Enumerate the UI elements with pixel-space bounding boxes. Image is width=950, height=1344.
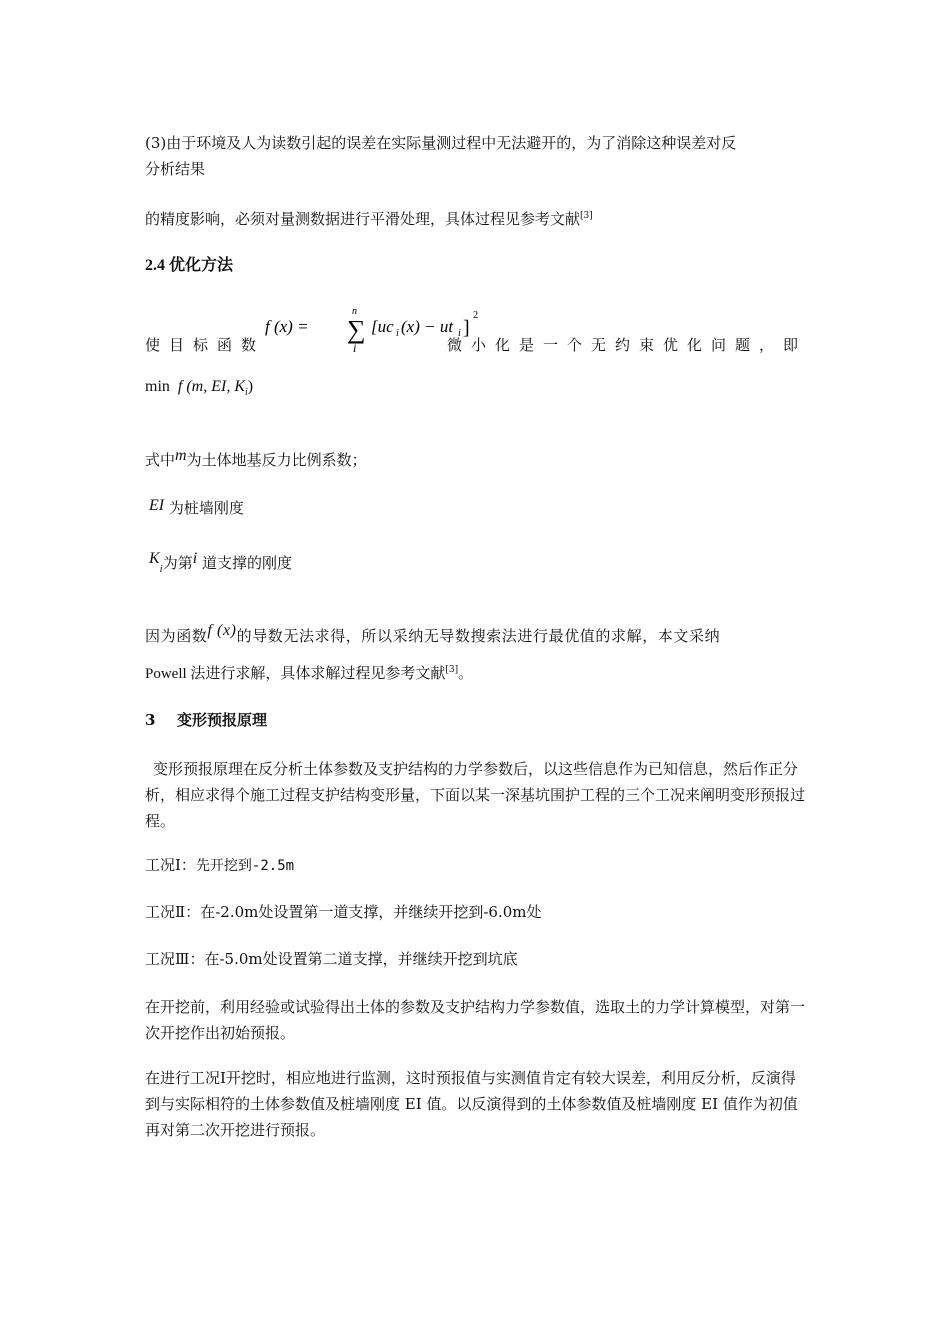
objective-function-row <box>145 300 807 360</box>
definition-ei <box>145 493 805 521</box>
citation-ref: [3] <box>580 211 593 221</box>
def-text: 为桩墙刚度 <box>168 499 244 517</box>
paragraph-line: (3)由于环境及人为读数引起的误差在实际量测过程中无法避开的，为了消除这种误差对反 <box>145 134 737 152</box>
sum-lower: i <box>353 341 357 355</box>
symbol-fx: f (x) <box>207 622 237 639</box>
paragraph-text: 。 <box>458 664 474 682</box>
paragraph-text: 的精度影响，必须对量测数据进行平滑处理，具体过程见参考文献 <box>145 210 581 228</box>
formula-term2: (x) − ut <box>401 317 454 336</box>
def-text: 道支撑的刚度 <box>201 554 292 572</box>
min-expression <box>145 374 805 406</box>
paragraph-text: Powell 法进行求解，具体求解过程见参考文献 <box>145 666 446 682</box>
formula-sub1: i <box>396 328 399 339</box>
section-number: 3 <box>145 711 156 729</box>
objective-tail: 微小化是一个无约束优化问题，即 <box>446 336 807 354</box>
paragraph-case1-monitoring: 在进行工况Ⅰ开挖时，相应地进行监测，这时预报值与实测值肯定有较大误差，利用反分析，反演得到与实际相符的土体参数值及桩墙刚度 EI 值。以反演得到的土体参数值及桩墙刚度 EI 值作为初值再对第二次开挖进行预报。 <box>145 1069 798 1139</box>
case-label: 工况Ⅲ： <box>145 950 205 968</box>
min-close: ) <box>247 378 254 395</box>
section-heading-2-4: 2.4 优化方法 <box>145 257 234 274</box>
case-1 <box>145 852 805 879</box>
case-text: 在-5.0m处设置第二道支撑，并继续开挖到坑底 <box>204 950 518 968</box>
paragraph-text: 因为函数 <box>145 627 208 645</box>
objective-label: 使目标函数 <box>145 336 266 354</box>
paragraph-powell-2 <box>145 660 805 687</box>
min-sub: i <box>245 387 248 399</box>
definition-k <box>145 546 805 582</box>
paragraph-text: 的导数无法求得，所以采纳无导数搜索法进行最优值的求解，本文采纳 <box>236 627 721 645</box>
def-text: 为土体地基反力比例系数； <box>186 451 367 469</box>
svg-text:]: ] <box>463 317 470 339</box>
paragraph-powell-1 <box>145 618 805 649</box>
citation-ref: [3] <box>445 665 459 675</box>
case-label: 工况Ⅱ： <box>145 903 201 921</box>
objective-formula <box>263 304 463 360</box>
formula-term1: [uc <box>371 317 394 336</box>
formula-lhs: f (x) = <box>265 317 309 336</box>
paragraph-pre-excavation: 在开挖前，利用经验或试验得出土体的参数及支护结构力学参数值，选取土的力学计算模型，对第一次开挖作出初始预报。 <box>145 998 806 1042</box>
svg-text:2: 2 <box>473 310 478 321</box>
symbol-i: i <box>192 550 198 567</box>
case-3 <box>145 946 805 972</box>
paragraph-error-smoothing <box>145 130 805 182</box>
sigma-icon: ∑ <box>347 315 366 344</box>
symbol-m: m <box>175 447 187 464</box>
definition-m <box>145 443 805 473</box>
min-operator: min <box>145 378 170 395</box>
case-label: 工况Ⅰ： <box>145 856 196 874</box>
paragraph-precision <box>145 206 805 232</box>
sum-upper: n <box>352 306 357 317</box>
symbol-k: K <box>149 550 160 567</box>
case-2 <box>145 899 805 925</box>
case-text: 在-2.0m处设置第一道支撑，并继续开挖到-6.0m处 <box>200 903 542 921</box>
paragraph-principle: 变形预报原理在反分析土体参数及支护结构的力学参数后，以这些信息作为已知信息，然后作正分析，相应求得个施工过程支护结构变形量，下面以某一深基坑围护工程的三个工况来阐明变形预报过程。 <box>145 760 806 830</box>
symbol-ei: EI <box>149 497 165 514</box>
formula-sub2: i <box>458 328 461 339</box>
min-function: f (m, EI, K <box>177 378 245 395</box>
case-text: 先开挖到-2.5m <box>195 858 295 874</box>
paragraph-line: 分析结果 <box>145 160 206 178</box>
def-text: 为第 <box>162 554 193 572</box>
def-prefix: 式中 <box>145 451 176 469</box>
symbol-k-sub: i <box>159 563 163 575</box>
section-heading-3 <box>145 707 805 733</box>
section-title: 变形预报原理 <box>177 711 268 729</box>
